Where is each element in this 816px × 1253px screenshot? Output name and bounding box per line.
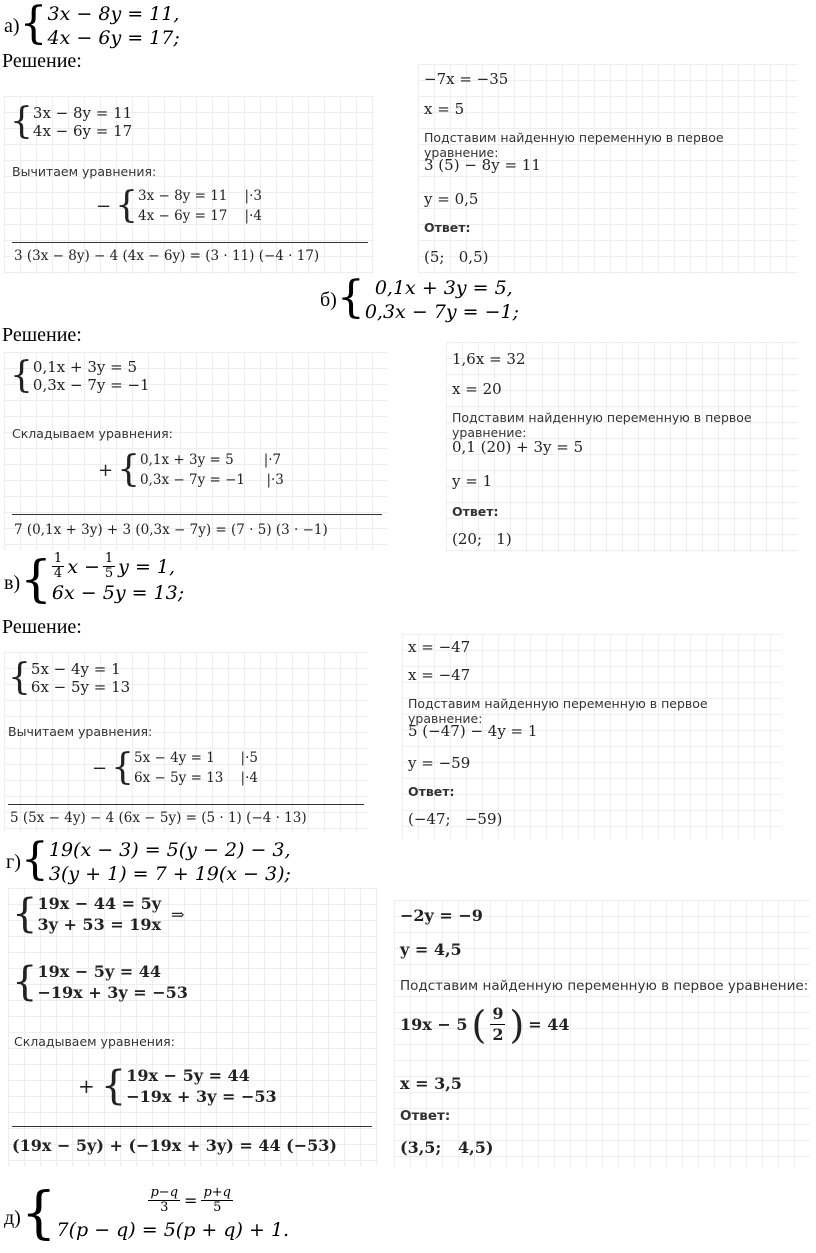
- card-v-r3: 5 (−47) − 4y = 1: [408, 722, 538, 740]
- problem-v-label: в): [4, 572, 21, 594]
- brace-icon: {: [111, 747, 134, 788]
- card-b-left: [4, 352, 388, 550]
- fraction: [103, 552, 115, 581]
- problem-v-eq1-end: y = 1,: [118, 555, 176, 578]
- divider-line: [12, 242, 368, 243]
- card-b-answer: (20; 1): [452, 530, 512, 548]
- problem-d-eq1: [148, 1186, 289, 1215]
- brace-icon: {: [100, 1063, 127, 1109]
- solution-title-a: Решение:: [2, 50, 82, 72]
- card-b-right: [446, 342, 798, 552]
- card-v-r2: x = −47: [408, 666, 471, 684]
- card-g-left: [8, 888, 378, 1166]
- card-a-multiplied-system: [96, 185, 262, 226]
- minus-sign: −: [92, 757, 108, 779]
- card-a-r2: x = 5: [424, 100, 465, 118]
- brace-icon: {: [117, 449, 140, 490]
- card-v-result: 5 (5x − 4y) − 4 (6x − 5y) = (5 · 1) (−4 · 13): [10, 810, 307, 826]
- card-v-r4: y = −59: [408, 754, 471, 772]
- card-b-multiplied-system: [98, 449, 284, 490]
- problem-b-label: б): [320, 288, 337, 311]
- brace-icon: {: [20, 549, 52, 608]
- card-g-subst-text: Подставим найденную переменную в первое уравнение:: [400, 978, 809, 994]
- card-g-r3-right: = 44: [528, 1015, 570, 1034]
- brace-icon: {: [10, 101, 33, 142]
- card-a-m1: 3x − 8y = 11 |·3: [138, 188, 262, 204]
- problem-d-label: д): [4, 1206, 21, 1229]
- brace-icon: {: [19, 0, 48, 49]
- brace-icon: {: [20, 834, 49, 885]
- problem-b-eq2: 0,3x − 7y = −1;: [364, 301, 520, 323]
- problem-v-eq1: [52, 552, 184, 581]
- card-a-sys2: 4x − 6y = 17: [32, 122, 133, 140]
- card-v-multiplied-system: [92, 747, 258, 788]
- brace-icon: {: [115, 185, 138, 226]
- card-v-m2: 6x − 5y = 13 |·4: [134, 770, 258, 786]
- card-v-subst-text: Подставим найденную переменную в первое уравнение:: [408, 696, 708, 726]
- card-b-add-text: Складываем уравнения:: [12, 426, 173, 441]
- brace-icon: {: [10, 355, 33, 396]
- equals-sign: =: [184, 1190, 198, 1210]
- card-a-m2: 4x − 6y = 17 |·4: [138, 208, 262, 224]
- card-g-system-1: [12, 891, 185, 937]
- fraction: [52, 552, 64, 581]
- solution-title-v: Решение:: [2, 616, 82, 638]
- card-b-sys2: 0,3x − 7y = −1: [32, 376, 150, 394]
- fraction: [490, 1004, 505, 1045]
- card-g-r3: [400, 1004, 570, 1045]
- problem-b: [320, 272, 520, 324]
- divider-line: [12, 514, 382, 515]
- problem-g-eq1: 19(x − 3) = 5(y − 2) − 3,: [48, 839, 291, 861]
- fraction-numerator: 9: [492, 1004, 504, 1023]
- problem-a-label: а): [4, 14, 20, 37]
- brace-icon: {: [8, 657, 31, 698]
- card-g-right: [394, 900, 810, 1166]
- card-b-sys1: 0,1x + 3y = 5: [32, 358, 137, 376]
- fraction-numerator: 1: [53, 551, 63, 566]
- card-a-subtract-text: Вычитаем уравнения:: [12, 164, 157, 179]
- problem-a: [4, 2, 180, 50]
- card-a-system: [10, 101, 133, 142]
- divider-line: [12, 1126, 372, 1127]
- problem-v-eq2: 6x − 5y = 13;: [51, 582, 185, 604]
- card-b-answer-label: Ответ:: [452, 504, 499, 519]
- card-b-m1: 0,1x + 3y = 5 |·7: [140, 452, 282, 468]
- fraction-numerator: p−q: [150, 1185, 179, 1200]
- plus-sign: +: [78, 1074, 95, 1098]
- fraction-numerator: 1: [104, 551, 114, 566]
- problem-g: [6, 834, 291, 886]
- card-v-sys2: 6x − 5y = 13: [30, 678, 131, 696]
- card-g-answer-label: Ответ:: [400, 1108, 451, 1124]
- card-a-r4: y = 0,5: [424, 190, 479, 208]
- card-a-r3: 3 (5) − 8y = 11: [424, 156, 541, 174]
- card-g-s1a: 19x − 44 = 5y: [37, 894, 162, 913]
- fraction-denominator: 5: [213, 1200, 222, 1215]
- divider-line: [8, 804, 364, 805]
- card-v-subtract-text: Вычитаем уравнения:: [8, 724, 153, 739]
- brace-icon: {: [12, 959, 38, 1005]
- problem-d-eq2: 7(p − q) = 5(p + q) + 1.: [56, 1219, 290, 1241]
- problem-b-eq1: 0,1x + 3y = 5,: [374, 277, 513, 299]
- problem-a-eq2: 4x − 6y = 17;: [47, 27, 180, 49]
- card-g-r1: −2y = −9: [400, 906, 483, 925]
- fraction-denominator: 3: [160, 1200, 169, 1215]
- card-b-m2: 0,3x − 7y = −1 |·3: [140, 472, 284, 488]
- problem-g-eq2: 3(y + 1) = 7 + 19(x − 3);: [48, 863, 291, 885]
- card-b-r4: y = 1: [452, 472, 493, 490]
- card-a-subst-text: Подставим найденную переменную в первое уравнение:: [424, 130, 724, 160]
- card-g-m2: −19x + 3y = −53: [126, 1087, 277, 1106]
- card-b-r1: 1,6x = 32: [452, 350, 526, 368]
- card-v-sys1: 5x − 4y = 1: [30, 660, 121, 678]
- card-b-subst-text: Подставим найденную переменную в первое уравнение:: [452, 410, 752, 440]
- card-a-answer-label: Ответ:: [424, 220, 471, 235]
- card-g-system-2: [12, 959, 188, 1005]
- card-g-answer: (3,5; 4,5): [400, 1138, 494, 1157]
- card-v-right: [402, 634, 782, 838]
- card-v-answer-label: Ответ:: [408, 784, 455, 799]
- card-v-answer: (−47; −59): [408, 810, 503, 828]
- fraction-denominator: 4: [53, 566, 63, 581]
- solution-title-b: Решение:: [2, 324, 82, 346]
- implies-arrow-icon: ⇒: [171, 904, 185, 924]
- card-g-sum-system: [78, 1063, 277, 1109]
- brace-icon: {: [20, 1181, 57, 1246]
- card-a-answer: (5; 0,5): [424, 248, 489, 266]
- paren-open: (: [471, 1002, 487, 1047]
- fraction: [148, 1186, 180, 1215]
- card-a-r1: −7x = −35: [424, 70, 509, 88]
- card-b-system: [10, 355, 150, 396]
- card-v-left: [4, 652, 368, 832]
- problem-v-eq1-mid: x −: [67, 555, 100, 578]
- problem-a-eq1: 3x − 8y = 11,: [47, 3, 180, 25]
- card-a-result: 3 (3x − 8y) − 4 (4x − 6y) = (3 · 11) (−4 · 17): [14, 248, 320, 264]
- fraction-denominator: 5: [104, 566, 114, 581]
- card-g-result: (19x − 5y) + (−19x + 3y) = 44 (−53): [12, 1136, 337, 1155]
- problem-d: [4, 1181, 290, 1246]
- card-v-system: [8, 657, 131, 698]
- card-a-right: [418, 64, 798, 274]
- card-a-sys1: 3x − 8y = 11: [32, 104, 133, 122]
- card-b-result: 7 (0,1x + 3y) + 3 (0,3x − 7y) = (7 · 5) (3 · −1): [14, 522, 328, 538]
- fraction-numerator: p+q: [203, 1185, 231, 1200]
- card-b-r2: x = 20: [452, 380, 502, 398]
- card-g-s1b: 3y + 53 = 19x: [37, 915, 162, 934]
- minus-sign: −: [96, 195, 112, 217]
- fraction: [201, 1186, 233, 1215]
- card-g-s2a: 19x − 5y = 44: [37, 962, 162, 981]
- brace-icon: {: [336, 272, 365, 323]
- card-g-s2b: −19x + 3y = −53: [37, 983, 188, 1002]
- card-g-m1: 19x − 5y = 44: [126, 1066, 250, 1085]
- card-a-left: [4, 96, 374, 274]
- card-v-r1: x = −47: [408, 638, 471, 656]
- card-g-r2: y = 4,5: [400, 940, 462, 959]
- paren-close: ): [509, 1002, 525, 1047]
- fraction-denominator: 2: [492, 1025, 504, 1044]
- card-g-r4: x = 3,5: [400, 1074, 462, 1093]
- card-b-r3: 0,1 (20) + 3y = 5: [452, 438, 584, 456]
- card-g-add-text: Складываем уравнения:: [14, 1034, 175, 1049]
- problem-v: [4, 549, 185, 608]
- card-v-m1: 5x − 4y = 1 |·5: [134, 750, 258, 766]
- card-g-r3-left: 19x − 5: [400, 1015, 468, 1034]
- brace-icon: {: [12, 891, 38, 937]
- plus-sign: +: [98, 459, 114, 481]
- problem-g-label: г): [6, 850, 21, 873]
